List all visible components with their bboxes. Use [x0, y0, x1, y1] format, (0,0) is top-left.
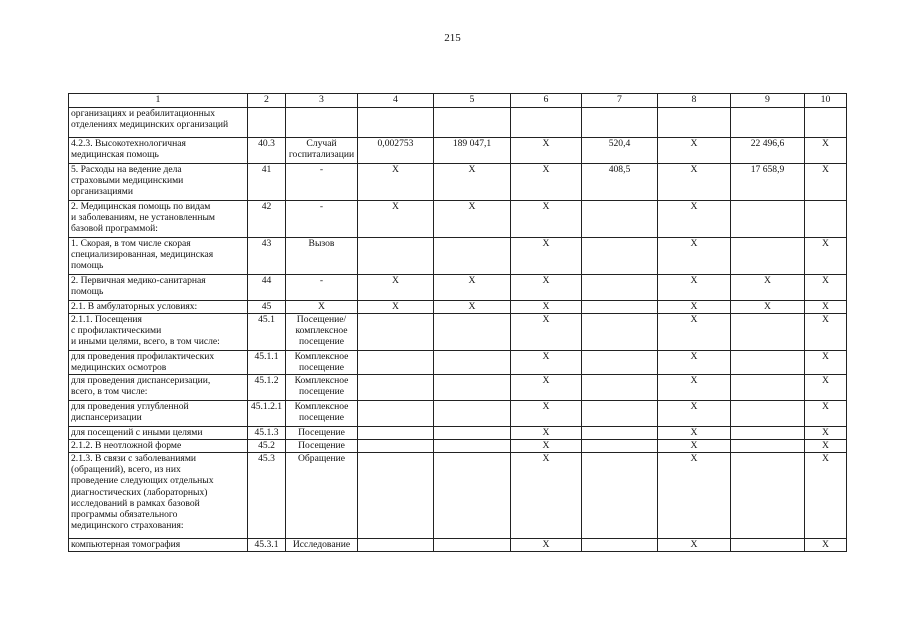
table-cell-c4: [358, 351, 434, 375]
table-cell-c7: [582, 401, 658, 427]
table-cell-c5: X: [434, 201, 511, 238]
table-cell-c7: [582, 238, 658, 275]
table-cell-c4: X: [358, 164, 434, 201]
table-cell-c8: X: [658, 351, 731, 375]
table-cell-c1: для проведения углубленной диспансеризации: [69, 401, 248, 427]
table-row: [69, 108, 847, 138]
table-row: [69, 427, 847, 440]
table-cell-c3: Комплексное посещение: [286, 401, 358, 427]
table-row: [69, 138, 847, 164]
table-cell-c7: [582, 427, 658, 440]
table-cell-c6: X: [511, 275, 582, 301]
table-cell-c5: [434, 314, 511, 351]
table-cell-c3: -: [286, 275, 358, 301]
table-cell-c10: X: [805, 539, 847, 552]
table-cell-c2: 45.3.1: [248, 539, 286, 552]
table-cell-c3: Обращение: [286, 453, 358, 539]
table-cell-c3: X: [286, 301, 358, 314]
table-cell-c10: X: [805, 275, 847, 301]
table-cell-c9: X: [731, 301, 805, 314]
table-cell-c9: [731, 201, 805, 238]
table-cell-c7: [582, 440, 658, 453]
table-cell-c10: [805, 201, 847, 238]
table-cell-c2: 45.1.3: [248, 427, 286, 440]
table-cell-c10: X: [805, 453, 847, 539]
table-cell-c1: 2.1.1. Посещения с профилактическими и иными целями, всего, в том числе:: [69, 314, 248, 351]
table-cell-c6: X: [511, 164, 582, 201]
table-cell-c7: [582, 201, 658, 238]
table-cell-c5: [434, 440, 511, 453]
table-cell-c6: X: [511, 453, 582, 539]
table-cell-c4: 0,002753: [358, 138, 434, 164]
table-cell-c5: [434, 453, 511, 539]
header-cell: 2: [248, 94, 286, 108]
table-row: [69, 238, 847, 275]
table-cell-c5: [434, 351, 511, 375]
table-cell-c1: 2. Первичная медико-санитарная помощь: [69, 275, 248, 301]
table-cell-c2: 45: [248, 301, 286, 314]
table-cell-c8: X: [658, 201, 731, 238]
header-cell: 7: [582, 94, 658, 108]
table-cell-c4: [358, 427, 434, 440]
table-cell-c5: [434, 401, 511, 427]
table-cell-c6: X: [511, 401, 582, 427]
table-cell-c2: 44: [248, 275, 286, 301]
table-cell-c9: [731, 539, 805, 552]
table-cell-c9: 22 496,6: [731, 138, 805, 164]
table-cell-c8: X: [658, 238, 731, 275]
data-table: [68, 93, 847, 552]
table-cell-c8: X: [658, 539, 731, 552]
table-cell-c2: 45.1.2.1: [248, 401, 286, 427]
page-number: 215: [444, 32, 461, 44]
table-cell-c8: X: [658, 440, 731, 453]
table-cell-c1: 5. Расходы на ведение дела страховыми медицинскими организациями: [69, 164, 248, 201]
table-cell-c7: [582, 453, 658, 539]
table-cell-c7: [582, 351, 658, 375]
table-cell-c3: Комплексное посещение: [286, 351, 358, 375]
table-cell-c3: Исследование: [286, 539, 358, 552]
table-cell-c8: X: [658, 453, 731, 539]
table-cell-c5: X: [434, 301, 511, 314]
table-cell-c6: X: [511, 427, 582, 440]
table-cell-c1: 1. Скорая, в том числе скорая специализированная, медицинская помощь: [69, 238, 248, 275]
table-cell-c6: X: [511, 138, 582, 164]
table-cell-c4: [358, 440, 434, 453]
table-cell-c3: Посещение/ комплексное посещение: [286, 314, 358, 351]
table-cell-c8: X: [658, 164, 731, 201]
table-cell-c6: X: [511, 440, 582, 453]
table-cell-c1: организациях и реабилитационных отделениях медицинских организаций: [69, 108, 248, 138]
table-row: [69, 201, 847, 238]
table-cell-c8: X: [658, 375, 731, 401]
table-cell-c10: X: [805, 440, 847, 453]
table-cell-c5: [434, 238, 511, 275]
table-cell-c2: 45.3: [248, 453, 286, 539]
table-cell-c6: X: [511, 201, 582, 238]
table-cell-c2: 41: [248, 164, 286, 201]
table-cell-c8: X: [658, 138, 731, 164]
header-cell: 8: [658, 94, 731, 108]
header-cell: 4: [358, 94, 434, 108]
table-cell-c4: [358, 108, 434, 138]
table-cell-c9: 17 658,9: [731, 164, 805, 201]
table-cell-c4: X: [358, 301, 434, 314]
table-cell-c10: X: [805, 138, 847, 164]
table-cell-c5: X: [434, 275, 511, 301]
table-row: [69, 375, 847, 401]
header-row: [69, 94, 847, 108]
table-row: [69, 275, 847, 301]
table-cell-c10: X: [805, 238, 847, 275]
table-cell-c8: X: [658, 275, 731, 301]
table-cell-c10: X: [805, 375, 847, 401]
header-cell: 10: [805, 94, 847, 108]
table-row: [69, 401, 847, 427]
table-cell-c1: 2.1. В амбулаторных условиях:: [69, 301, 248, 314]
table-cell-c1: для посещений с иными целями: [69, 427, 248, 440]
table-cell-c9: [731, 427, 805, 440]
table-cell-c4: [358, 539, 434, 552]
table-cell-c1: 2.1.3. В связи с заболеваниями (обращений), всего, из них проведение следующих отдельных диагностических (лабораторных) исследований в рамках базовой программы обязательного медицинского страхования:: [69, 453, 248, 539]
table-cell-c9: [731, 108, 805, 138]
table-cell-c4: [358, 453, 434, 539]
table-cell-c6: X: [511, 238, 582, 275]
table-cell-c2: 40.3: [248, 138, 286, 164]
header-cell: 9: [731, 94, 805, 108]
table-cell-c5: [434, 375, 511, 401]
table-cell-c2: 45.1.1: [248, 351, 286, 375]
table-cell-c9: [731, 238, 805, 275]
table-cell-c9: [731, 401, 805, 427]
table-cell-c10: X: [805, 164, 847, 201]
table-cell-c5: [434, 427, 511, 440]
table-cell-c4: [358, 238, 434, 275]
table-cell-c9: X: [731, 275, 805, 301]
table-cell-c4: [358, 314, 434, 351]
table-cell-c7: [582, 539, 658, 552]
table-cell-c3: Вызов: [286, 238, 358, 275]
table-cell-c6: X: [511, 314, 582, 351]
table-cell-c6: X: [511, 375, 582, 401]
table-cell-c3: -: [286, 164, 358, 201]
table-cell-c5: [434, 108, 511, 138]
table-cell-c3: [286, 108, 358, 138]
table-cell-c5: X: [434, 164, 511, 201]
table-cell-c1: 4.2.3. Высокотехнологичная медицинская помощь: [69, 138, 248, 164]
table-cell-c8: X: [658, 314, 731, 351]
table-cell-c10: X: [805, 401, 847, 427]
header-cell: 5: [434, 94, 511, 108]
table-cell-c10: [805, 108, 847, 138]
header-cell: 3: [286, 94, 358, 108]
table-cell-c2: 42: [248, 201, 286, 238]
table-cell-c10: X: [805, 301, 847, 314]
table-cell-c3: -: [286, 201, 358, 238]
table-row: [69, 164, 847, 201]
table-cell-c1: для проведения диспансеризации, всего, в том числе:: [69, 375, 248, 401]
table-cell-c1: 2. Медицинская помощь по видам и заболеваниям, не установленным базовой программой:: [69, 201, 248, 238]
table-cell-c7: [582, 314, 658, 351]
table-cell-c4: [358, 375, 434, 401]
table-cell-c8: X: [658, 401, 731, 427]
table-cell-c2: 45.2: [248, 440, 286, 453]
table-cell-c6: [511, 108, 582, 138]
table-cell-c7: [582, 275, 658, 301]
table-cell-c2: 45.1.2: [248, 375, 286, 401]
table-cell-c7: [582, 301, 658, 314]
table-cell-c3: Комплексное посещение: [286, 375, 358, 401]
table-cell-c3: Посещение: [286, 427, 358, 440]
table-cell-c9: [731, 453, 805, 539]
table-cell-c8: [658, 108, 731, 138]
table-cell-c7: 408,5: [582, 164, 658, 201]
table-cell-c9: [731, 375, 805, 401]
table-row: [69, 301, 847, 314]
table-cell-c9: [731, 440, 805, 453]
table-cell-c7: 520,4: [582, 138, 658, 164]
table-cell-c2: [248, 108, 286, 138]
table-row: [69, 539, 847, 552]
table-row: [69, 453, 847, 539]
table-cell-c4: X: [358, 201, 434, 238]
table-cell-c3: Посещение: [286, 440, 358, 453]
table-cell-c8: X: [658, 301, 731, 314]
table-cell-c10: X: [805, 314, 847, 351]
table-cell-c8: X: [658, 427, 731, 440]
table-cell-c7: [582, 375, 658, 401]
table-row: [69, 351, 847, 375]
table-cell-c1: для проведения профилактических медицинских осмотров: [69, 351, 248, 375]
table-cell-c3: Случай госпитализации: [286, 138, 358, 164]
table-cell-c4: X: [358, 275, 434, 301]
table-cell-c1: компьютерная томография: [69, 539, 248, 552]
table-cell-c6: X: [511, 351, 582, 375]
table-cell-c1: 2.1.2. В неотложной форме: [69, 440, 248, 453]
table-cell-c5: 189 047,1: [434, 138, 511, 164]
header-cell: 6: [511, 94, 582, 108]
table-cell-c2: 43: [248, 238, 286, 275]
table-cell-c2: 45.1: [248, 314, 286, 351]
table-cell-c10: X: [805, 427, 847, 440]
table-cell-c6: X: [511, 539, 582, 552]
table-cell-c9: [731, 351, 805, 375]
table-row: [69, 440, 847, 453]
table-cell-c5: [434, 539, 511, 552]
header-cell: 1: [69, 94, 248, 108]
table-cell-c9: [731, 314, 805, 351]
table-cell-c10: X: [805, 351, 847, 375]
table-cell-c4: [358, 401, 434, 427]
table-cell-c6: X: [511, 301, 582, 314]
table-cell-c7: [582, 108, 658, 138]
table-row: [69, 314, 847, 351]
